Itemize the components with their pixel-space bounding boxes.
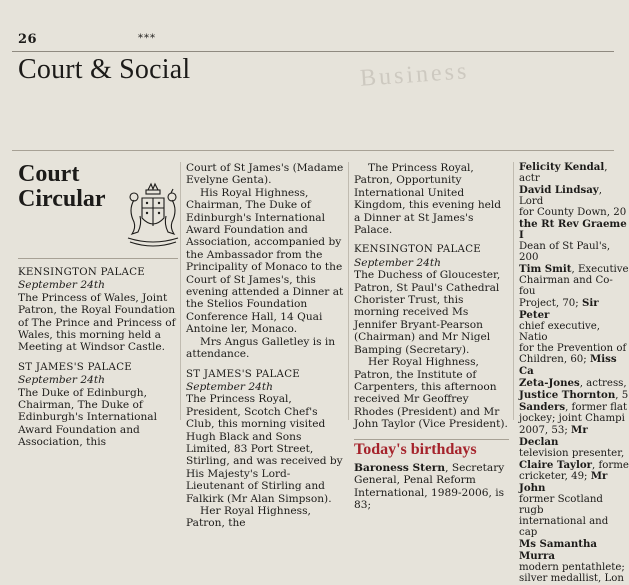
birthday-line [519,354,629,378]
birthday-text: Dean of St Paul's, 200 [519,241,611,264]
birthday-name: Claire Taylor [519,458,593,471]
birthday-name: Ms Samantha Murra [519,537,598,562]
section-title: Court & Social [18,54,191,85]
birthday-line [519,574,629,585]
birthday-text: , 5 [615,390,629,402]
birthday-text: for the Prevention of [519,342,627,354]
birthday-name: David Lindsay [519,183,599,196]
birthday-line [519,298,629,322]
birthday-text: , Secretary General, Penal Reform International, 1989-2006, is 83; [354,461,505,512]
birthday-text: , actress, [579,378,627,390]
birthday-text: for County Down, 20 [519,206,627,218]
entry-date: September 24th [186,380,273,393]
birthday-line [519,495,629,517]
birthday-text: chief executive, Natio [519,320,601,343]
column-rule [513,162,514,420]
court-circular-title-line2: Circular [18,186,106,212]
court-circular-title-line1: Court [18,161,80,187]
entry-date: September 24th [18,279,105,292]
decorative-stars: *** [138,33,156,44]
birthday-name: Mr Declan [519,423,588,448]
entry-place: ST JAMES'S PALACE [18,361,133,373]
birthday-text: 2007, 53; [519,424,572,436]
birthday-line [519,185,629,208]
top-rule [12,51,614,52]
entry-place: KENSINGTON PALACE [18,267,146,278]
birthday-name: Miss Ca [519,353,617,378]
birthday-text: Project, 70; [519,297,582,309]
circular-entry [18,267,178,354]
birthday-text: Children, 60; [519,354,590,366]
entry-paragraph: The Princess Royal, Patron, Opportunity International United Kingdom, this evening held a Dinner at St James's Palace. [354,162,502,237]
entry-paragraph: The Princess of Wales, Joint Patron, the Royal Foundation of The Prince and Princess of Wales, this morning held a Meeting at Windsor Castle. [18,291,176,354]
birthday-line [519,162,629,185]
birthday-text: silver medallist, Lon [519,572,624,584]
entry-date: September 24th [354,256,441,269]
birthday-name: Sanders [519,401,566,414]
page-number: 26 [18,32,38,47]
birthday-name: Baroness Stern [354,461,446,474]
column-rule [348,162,349,420]
birthday-line [519,517,629,539]
birthday-name: Justice Thornton [519,389,616,402]
birthday-name: Mr John [519,470,608,495]
birthday-text: international and cap [519,516,609,538]
birthday-text: modern pentathlete; [519,561,625,573]
birthday-name: Tim Smit [519,263,572,276]
birthday-name: Felicity Kendal [519,161,605,173]
birthday-line [519,242,629,264]
birthdays-rule [354,439,509,440]
entry-place: ST JAMES'S PALACE [186,368,301,380]
birthday-text: Chairman and Co-fou [519,275,613,297]
entry-paragraph: Her Royal Highness, Patron, the Institute of Carpenters, this afternoon received Mr Geoffrey Rhodes (President) and Mr John Taylor (Vice President). [354,356,508,431]
entry-paragraph: The Princess Royal, President, Scotch Chef's Club, this morning visited Hugh Black and Sons Limited, 83 Port Street, Stirling, and was received by His Majesty's Lord-Lieutenant of Stirling and Falkirk (Mr Alan Simpson). [186,393,343,505]
birthday-line [519,219,629,243]
birthday-text: , Executive [571,264,629,276]
royal-coat-of-arms-icon [122,180,184,252]
entry-paragraph: Court of St James's (Madame Evelyne Genta). [186,162,344,187]
birthday-line [519,539,629,563]
column-4 [519,162,629,585]
birthday-text: former Scotland rugb [519,494,603,517]
birthday-text: , Lord [519,184,602,207]
background-masthead: Business [359,58,471,92]
birthday-name: Zeta-Jones [519,377,580,390]
birthday-line [519,322,629,344]
birthday-text: , former flat [565,402,628,414]
birthday-text: television presenter, [519,447,625,459]
birthday-text: jockey; joint Champi [519,412,625,424]
entry-place: KENSINGTON PALACE [354,244,482,256]
birthday-line [519,460,629,472]
circular-rule [18,258,178,259]
circular-entry [18,362,178,449]
entry-paragraph: The Duchess of Gloucester, Patron, St Paul's Cathedral Chorister Trust, this morning received Ms Jennifer Bryant-Pearson (Chairman) and Mr Nigel Bamping (Secretary). [354,269,501,356]
entry-paragraph: Mrs Angus Galletley is in attendance. [186,335,336,361]
section-divider [12,150,614,151]
birthday-text: , actr [519,162,608,184]
birthday-line [519,276,629,298]
birthdays-title: Today's birthdays [354,440,477,458]
column-1 [18,162,178,449]
column-2 [186,162,346,530]
birthday-name: the Rt Rev Graeme I [519,217,627,242]
entry-paragraph: His Royal Highness, Chairman, The Duke of Edinburgh's International Award Foundation and Association, accompanied by the Ambassador from the Principality of Monaco to the Court of St James's, this evening attended a Dinner at the Stelios Foundation Conference Hall, 14 Quai Antoine ler, Monaco. [186,186,344,336]
entry-paragraph: Her Royal Highness, Patron, the [186,504,311,530]
birthday-name: Sir Peter [519,296,599,321]
court-circular-header [18,162,178,252]
birthday-entry [354,462,509,512]
birthday-text: , forme [592,459,629,471]
entry-paragraph: The Duke of Edinburgh, Chairman, The Duke of Edinburgh's International Award Foundation and Association, this [18,386,158,449]
birthday-line [519,471,629,495]
birthday-line [519,425,629,449]
column-3 [354,162,509,512]
birthday-text: cricketer, 49; [519,471,591,483]
entry-date: September 24th [18,374,105,387]
